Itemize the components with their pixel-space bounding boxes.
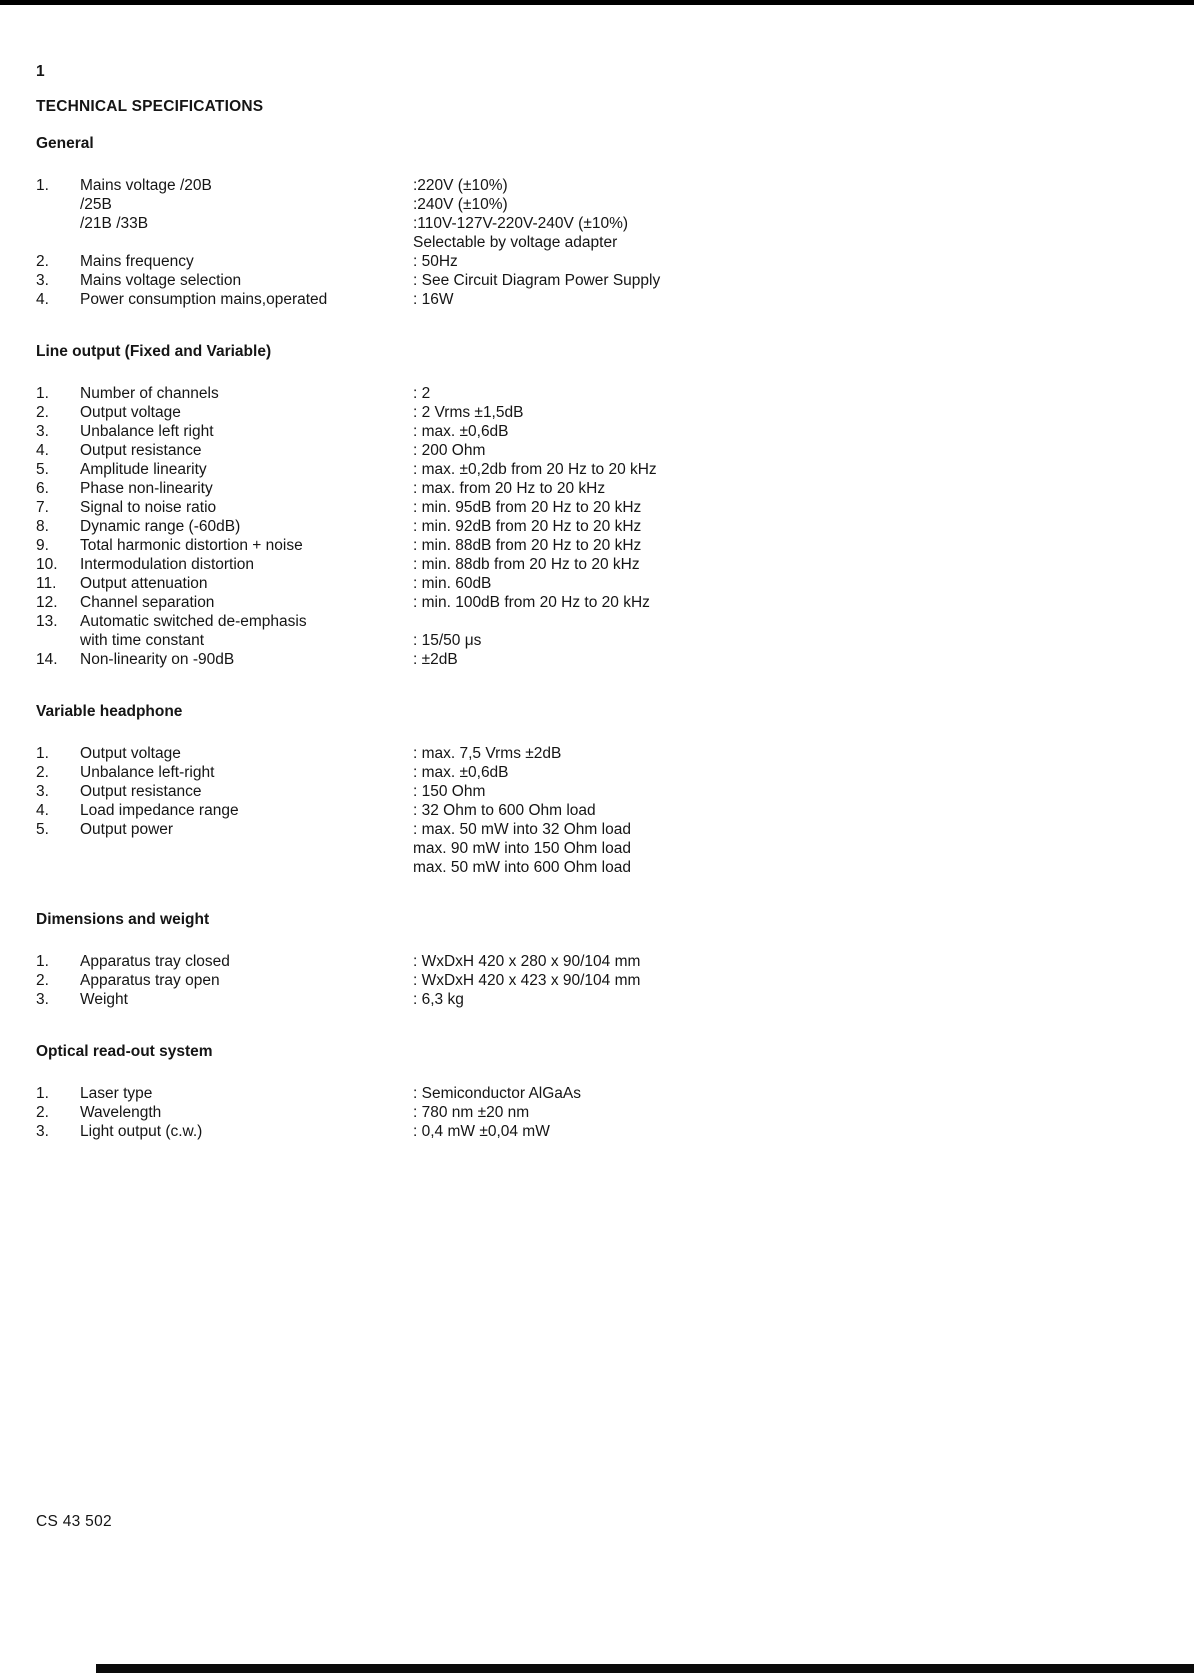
- spec-row: [36, 574, 1164, 593]
- item-value: [413, 782, 1164, 801]
- item-value: [413, 801, 1164, 820]
- value-line: : 2: [413, 385, 431, 402]
- label-line: Light output (c.w.): [80, 1123, 203, 1140]
- section-variable-headphone: [36, 703, 1164, 877]
- item-number: 1.: [36, 745, 49, 762]
- label-line: with time constant: [80, 632, 205, 649]
- label-line: Signal to noise ratio: [80, 499, 217, 516]
- section-heading: Line output (Fixed and Variable): [36, 343, 272, 360]
- spec-row: [36, 1103, 1164, 1122]
- spec-row: [36, 1084, 1164, 1103]
- label-line: Mains voltage /20B: [80, 177, 212, 194]
- value-line: : See Circuit Diagram Power Supply: [413, 272, 661, 289]
- label-line: Amplitude linearity: [80, 461, 207, 478]
- item-label: [80, 801, 413, 820]
- item-number: 1.: [36, 385, 49, 402]
- item-number: 8.: [36, 518, 49, 535]
- label-line: Unbalance left right: [80, 423, 214, 440]
- item-label: [80, 536, 413, 555]
- label-line: Output attenuation: [80, 575, 208, 592]
- spec-row: [36, 252, 1164, 271]
- spec-row: [36, 990, 1164, 1009]
- item-value: [413, 536, 1164, 555]
- spec-row: [36, 763, 1164, 782]
- item-number: 3.: [36, 1123, 49, 1140]
- label-line: Laser type: [80, 1085, 153, 1102]
- section-optical-read-out-system: [36, 1043, 1164, 1141]
- document-title: TECHNICAL SPECIFICATIONS: [36, 98, 264, 115]
- item-label: [80, 574, 413, 593]
- label-line: Load impedance range: [80, 802, 239, 819]
- item-number: 13.: [36, 613, 58, 630]
- item-label: [80, 290, 413, 309]
- item-value: [413, 422, 1164, 441]
- item-number: 2.: [36, 1104, 49, 1121]
- value-line: :110V-127V-220V-240V (±10%): [413, 215, 629, 232]
- value-line: : 2 Vrms ±1,5dB: [413, 404, 524, 421]
- value-line: : 32 Ohm to 600 Ohm load: [413, 802, 596, 819]
- value-line: : ±2dB: [413, 651, 458, 668]
- item-number: 11.: [36, 575, 57, 592]
- value-line: : max. 50 mW into 32 Ohm load: [413, 821, 631, 838]
- spec-row: [36, 801, 1164, 820]
- item-value: [413, 498, 1164, 517]
- value-line: : min. 60dB: [413, 575, 492, 592]
- item-label: [80, 971, 413, 990]
- item-label: [80, 763, 413, 782]
- spec-row: [36, 536, 1164, 555]
- spec-row: [36, 460, 1164, 479]
- spec-row: [36, 971, 1164, 990]
- item-number: 3.: [36, 423, 49, 440]
- page-content: [36, 63, 1164, 1141]
- item-value: [413, 517, 1164, 536]
- item-label: [80, 1084, 413, 1103]
- item-value: [413, 1084, 1164, 1103]
- item-label: [80, 782, 413, 801]
- value-line: : min. 88db from 20 Hz to 20 kHz: [413, 556, 640, 573]
- value-line: : min. 92dB from 20 Hz to 20 kHz: [413, 518, 642, 535]
- spec-row: [36, 176, 1164, 252]
- spec-row: [36, 498, 1164, 517]
- item-label: [80, 593, 413, 612]
- label-line: Weight: [80, 991, 128, 1008]
- spec-row: [36, 403, 1164, 422]
- item-number: 3.: [36, 991, 49, 1008]
- value-line: :220V (±10%): [413, 177, 508, 194]
- label-line: Channel separation: [80, 594, 215, 611]
- value-line: : Semiconductor AlGaAs: [413, 1085, 581, 1102]
- item-label: [80, 952, 413, 971]
- item-value: [413, 479, 1164, 498]
- value-line: : max. ±0,6dB: [413, 764, 509, 781]
- item-number: 5.: [36, 821, 49, 838]
- value-line: : 15/50 μs: [413, 632, 482, 649]
- scan-artifact-top-bar: [0, 0, 1194, 5]
- item-number: 14.: [36, 651, 58, 668]
- label-line: /25B: [80, 196, 112, 213]
- spec-row: [36, 441, 1164, 460]
- section-line-output-fixed-and-variable: [36, 343, 1164, 669]
- document-code: CS 43 502: [36, 1513, 112, 1530]
- label-line: Output power: [80, 821, 174, 838]
- spec-row: [36, 479, 1164, 498]
- spec-row: [36, 1122, 1164, 1141]
- section-heading: General: [36, 135, 94, 152]
- section-heading: Variable headphone: [36, 703, 183, 720]
- label-line: Unbalance left-right: [80, 764, 215, 781]
- item-number: 2.: [36, 972, 49, 989]
- value-line: : max. ±0,6dB: [413, 423, 509, 440]
- item-label: [80, 820, 413, 839]
- item-label: [80, 990, 413, 1009]
- item-label: [80, 517, 413, 536]
- item-value: [413, 460, 1164, 479]
- value-line: : 150 Ohm: [413, 783, 486, 800]
- item-value: [413, 1122, 1164, 1141]
- item-number: 1.: [36, 1085, 49, 1102]
- value-line: : 16W: [413, 291, 454, 308]
- item-label: [80, 479, 413, 498]
- item-label: [80, 744, 413, 763]
- item-label: [80, 1122, 413, 1141]
- item-label: [80, 498, 413, 517]
- item-value: [413, 290, 1164, 309]
- item-label: [80, 650, 413, 669]
- spec-row: [36, 271, 1164, 290]
- value-line: : 780 nm ±20 nm: [413, 1104, 530, 1121]
- section-heading: Optical read-out system: [36, 1043, 213, 1060]
- value-line: Selectable by voltage adapter: [413, 234, 618, 251]
- item-value: [413, 271, 1164, 290]
- item-number: 5.: [36, 461, 49, 478]
- section-general: [36, 135, 1164, 309]
- label-line: Number of channels: [80, 385, 219, 402]
- spec-row: [36, 422, 1164, 441]
- item-value: [413, 555, 1164, 574]
- item-label: [80, 252, 413, 271]
- item-number: 1.: [36, 953, 49, 970]
- item-value: [413, 384, 1164, 403]
- label-line: Dynamic range (-60dB): [80, 518, 241, 535]
- item-label: [80, 612, 413, 650]
- label-line: Total harmonic distortion + noise: [80, 537, 303, 554]
- value-line: max. 90 mW into 150 Ohm load: [413, 840, 631, 857]
- item-label: [80, 176, 413, 233]
- item-number: 12.: [36, 594, 58, 611]
- label-line: Output voltage: [80, 745, 181, 762]
- item-label: [80, 1103, 413, 1122]
- value-line: : WxDxH 420 x 280 x 90/104 mm: [413, 953, 641, 970]
- label-line: Wavelength: [80, 1104, 162, 1121]
- value-line: : min. 88dB from 20 Hz to 20 kHz: [413, 537, 642, 554]
- item-number: 1.: [36, 177, 49, 194]
- sections: [36, 135, 1164, 1141]
- value-line: :240V (±10%): [413, 196, 508, 213]
- item-number: 9.: [36, 537, 49, 554]
- item-label: [80, 441, 413, 460]
- value-line: : min. 95dB from 20 Hz to 20 kHz: [413, 499, 642, 516]
- page-number: 1: [36, 63, 45, 80]
- value-line: : max. ±0,2db from 20 Hz to 20 kHz: [413, 461, 657, 478]
- scan-artifact-bottom-bar: [96, 1664, 1194, 1673]
- value-line: : max. from 20 Hz to 20 kHz: [413, 480, 606, 497]
- item-label: [80, 460, 413, 479]
- item-value: [413, 252, 1164, 271]
- label-line: Mains voltage selection: [80, 272, 242, 289]
- label-line: Power consumption mains,operated: [80, 291, 328, 308]
- item-value: [413, 820, 1164, 877]
- item-value: [413, 1103, 1164, 1122]
- value-line: : 6,3 kg: [413, 991, 464, 1008]
- value-line: : min. 100dB from 20 Hz to 20 kHz: [413, 594, 650, 611]
- value-line: max. 50 mW into 600 Ohm load: [413, 859, 631, 876]
- item-number: 3.: [36, 272, 49, 289]
- item-number: 2.: [36, 764, 49, 781]
- item-number: 2.: [36, 253, 49, 270]
- item-value: [413, 574, 1164, 593]
- item-value: [413, 763, 1164, 782]
- label-line: Output voltage: [80, 404, 181, 421]
- spec-row: [36, 782, 1164, 801]
- item-number: 4.: [36, 442, 49, 459]
- value-line: : WxDxH 420 x 423 x 90/104 mm: [413, 972, 641, 989]
- item-number: 3.: [36, 783, 49, 800]
- label-line: Automatic switched de-emphasis: [80, 613, 307, 630]
- item-value: [413, 744, 1164, 763]
- value-line: [413, 612, 1164, 631]
- section-dimensions-and-weight: [36, 911, 1164, 1009]
- spec-row: [36, 744, 1164, 763]
- spec-row: [36, 555, 1164, 574]
- item-value: [413, 952, 1164, 971]
- value-line: : 50Hz: [413, 253, 458, 270]
- spec-row: [36, 384, 1164, 403]
- item-number: 4.: [36, 802, 49, 819]
- value-line: : 0,4 mW ±0,04 mW: [413, 1123, 550, 1140]
- spec-row: [36, 290, 1164, 309]
- label-line: Phase non-linearity: [80, 480, 213, 497]
- value-line: : 200 Ohm: [413, 442, 486, 459]
- spec-row: [36, 612, 1164, 650]
- label-line: Output resistance: [80, 442, 202, 459]
- label-line: Output resistance: [80, 783, 202, 800]
- item-label: [80, 422, 413, 441]
- item-label: [80, 271, 413, 290]
- label-line: Apparatus tray closed: [80, 953, 230, 970]
- item-number: 4.: [36, 291, 49, 308]
- spec-row: [36, 593, 1164, 612]
- item-number: 2.: [36, 404, 49, 421]
- item-value: [413, 403, 1164, 422]
- label-line: Mains frequency: [80, 253, 194, 270]
- section-heading: Dimensions and weight: [36, 911, 210, 928]
- label-line: Non-linearity on -90dB: [80, 651, 235, 668]
- spec-row: [36, 650, 1164, 669]
- item-label: [80, 384, 413, 403]
- value-line: : max. 7,5 Vrms ±2dB: [413, 745, 562, 762]
- label-line: /21B /33B: [80, 215, 149, 232]
- label-line: Intermodulation distortion: [80, 556, 255, 573]
- spec-row: [36, 517, 1164, 536]
- item-value: [413, 990, 1164, 1009]
- item-value: [413, 650, 1164, 669]
- item-label: [80, 555, 413, 574]
- item-label: [80, 403, 413, 422]
- item-value: [413, 971, 1164, 990]
- item-value: [413, 176, 1164, 252]
- item-value: [413, 612, 1164, 650]
- spec-row: [36, 952, 1164, 971]
- label-line: Apparatus tray open: [80, 972, 220, 989]
- item-number: 10.: [36, 556, 58, 573]
- item-value: [413, 441, 1164, 460]
- item-value: [413, 593, 1164, 612]
- item-number: 7.: [36, 499, 49, 516]
- item-number: 6.: [36, 480, 49, 497]
- spec-row: [36, 820, 1164, 877]
